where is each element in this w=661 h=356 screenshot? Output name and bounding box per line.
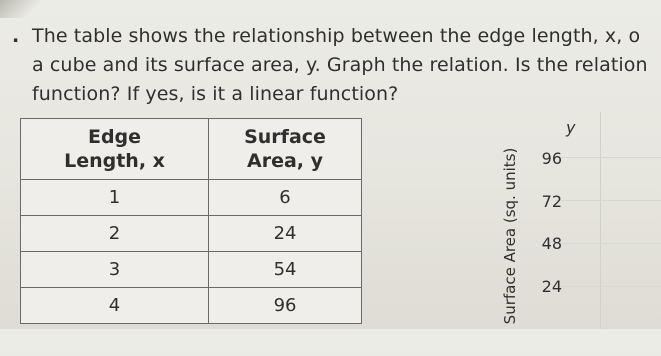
y-axis-title: Surface Area (sq. units) — [501, 147, 519, 325]
grid-line — [555, 243, 661, 244]
grid-line — [555, 157, 661, 158]
header-edge-length — [21, 119, 209, 180]
header-surface-area — [209, 119, 362, 180]
y-axis-letter: y — [566, 118, 576, 137]
table-row — [21, 216, 362, 252]
grid-line — [555, 286, 661, 287]
question-line-2: a cube and its surface area, y. Graph the relation. Is the relation — [32, 54, 648, 76]
page-corner-shadow — [0, 0, 40, 18]
table-row — [21, 288, 362, 324]
surface-area-cell: 6 — [209, 180, 362, 216]
y-tick-label: 48 — [541, 234, 562, 253]
question-line-1-text: The table shows the relationship between the edge length, x, o — [32, 25, 641, 47]
edge-surface-table — [20, 118, 362, 324]
edge-length-cell: 2 — [21, 216, 209, 252]
edge-length-cell: 1 — [21, 180, 209, 216]
question-text — [12, 22, 661, 109]
graph-area — [500, 112, 661, 329]
edge-length-cell: 4 — [21, 288, 209, 324]
surface-area-cell: 96 — [209, 288, 362, 324]
header-surface-line2: Area, y — [247, 150, 324, 172]
table-header-row — [21, 119, 362, 180]
surface-area-cell: 24 — [209, 216, 362, 252]
header-surface-line1: Surface — [244, 126, 326, 148]
edge-length-cell: 3 — [21, 252, 209, 288]
y-tick-label: 72 — [541, 192, 562, 211]
question-line-1 — [12, 22, 661, 51]
question-number: . — [12, 25, 20, 47]
surface-area-cell: 54 — [209, 252, 362, 288]
header-edge-line2: Length, x — [64, 150, 165, 172]
header-edge-line1: Edge — [87, 126, 142, 148]
table-row — [21, 252, 362, 288]
grid-vertical-line — [600, 112, 601, 329]
y-tick-label: 24 — [541, 277, 562, 296]
y-tick-label: 96 — [541, 149, 562, 168]
table-row — [21, 180, 362, 216]
grid-line — [555, 200, 661, 201]
question-line-3: function? If yes, is it a linear function? — [32, 83, 399, 105]
